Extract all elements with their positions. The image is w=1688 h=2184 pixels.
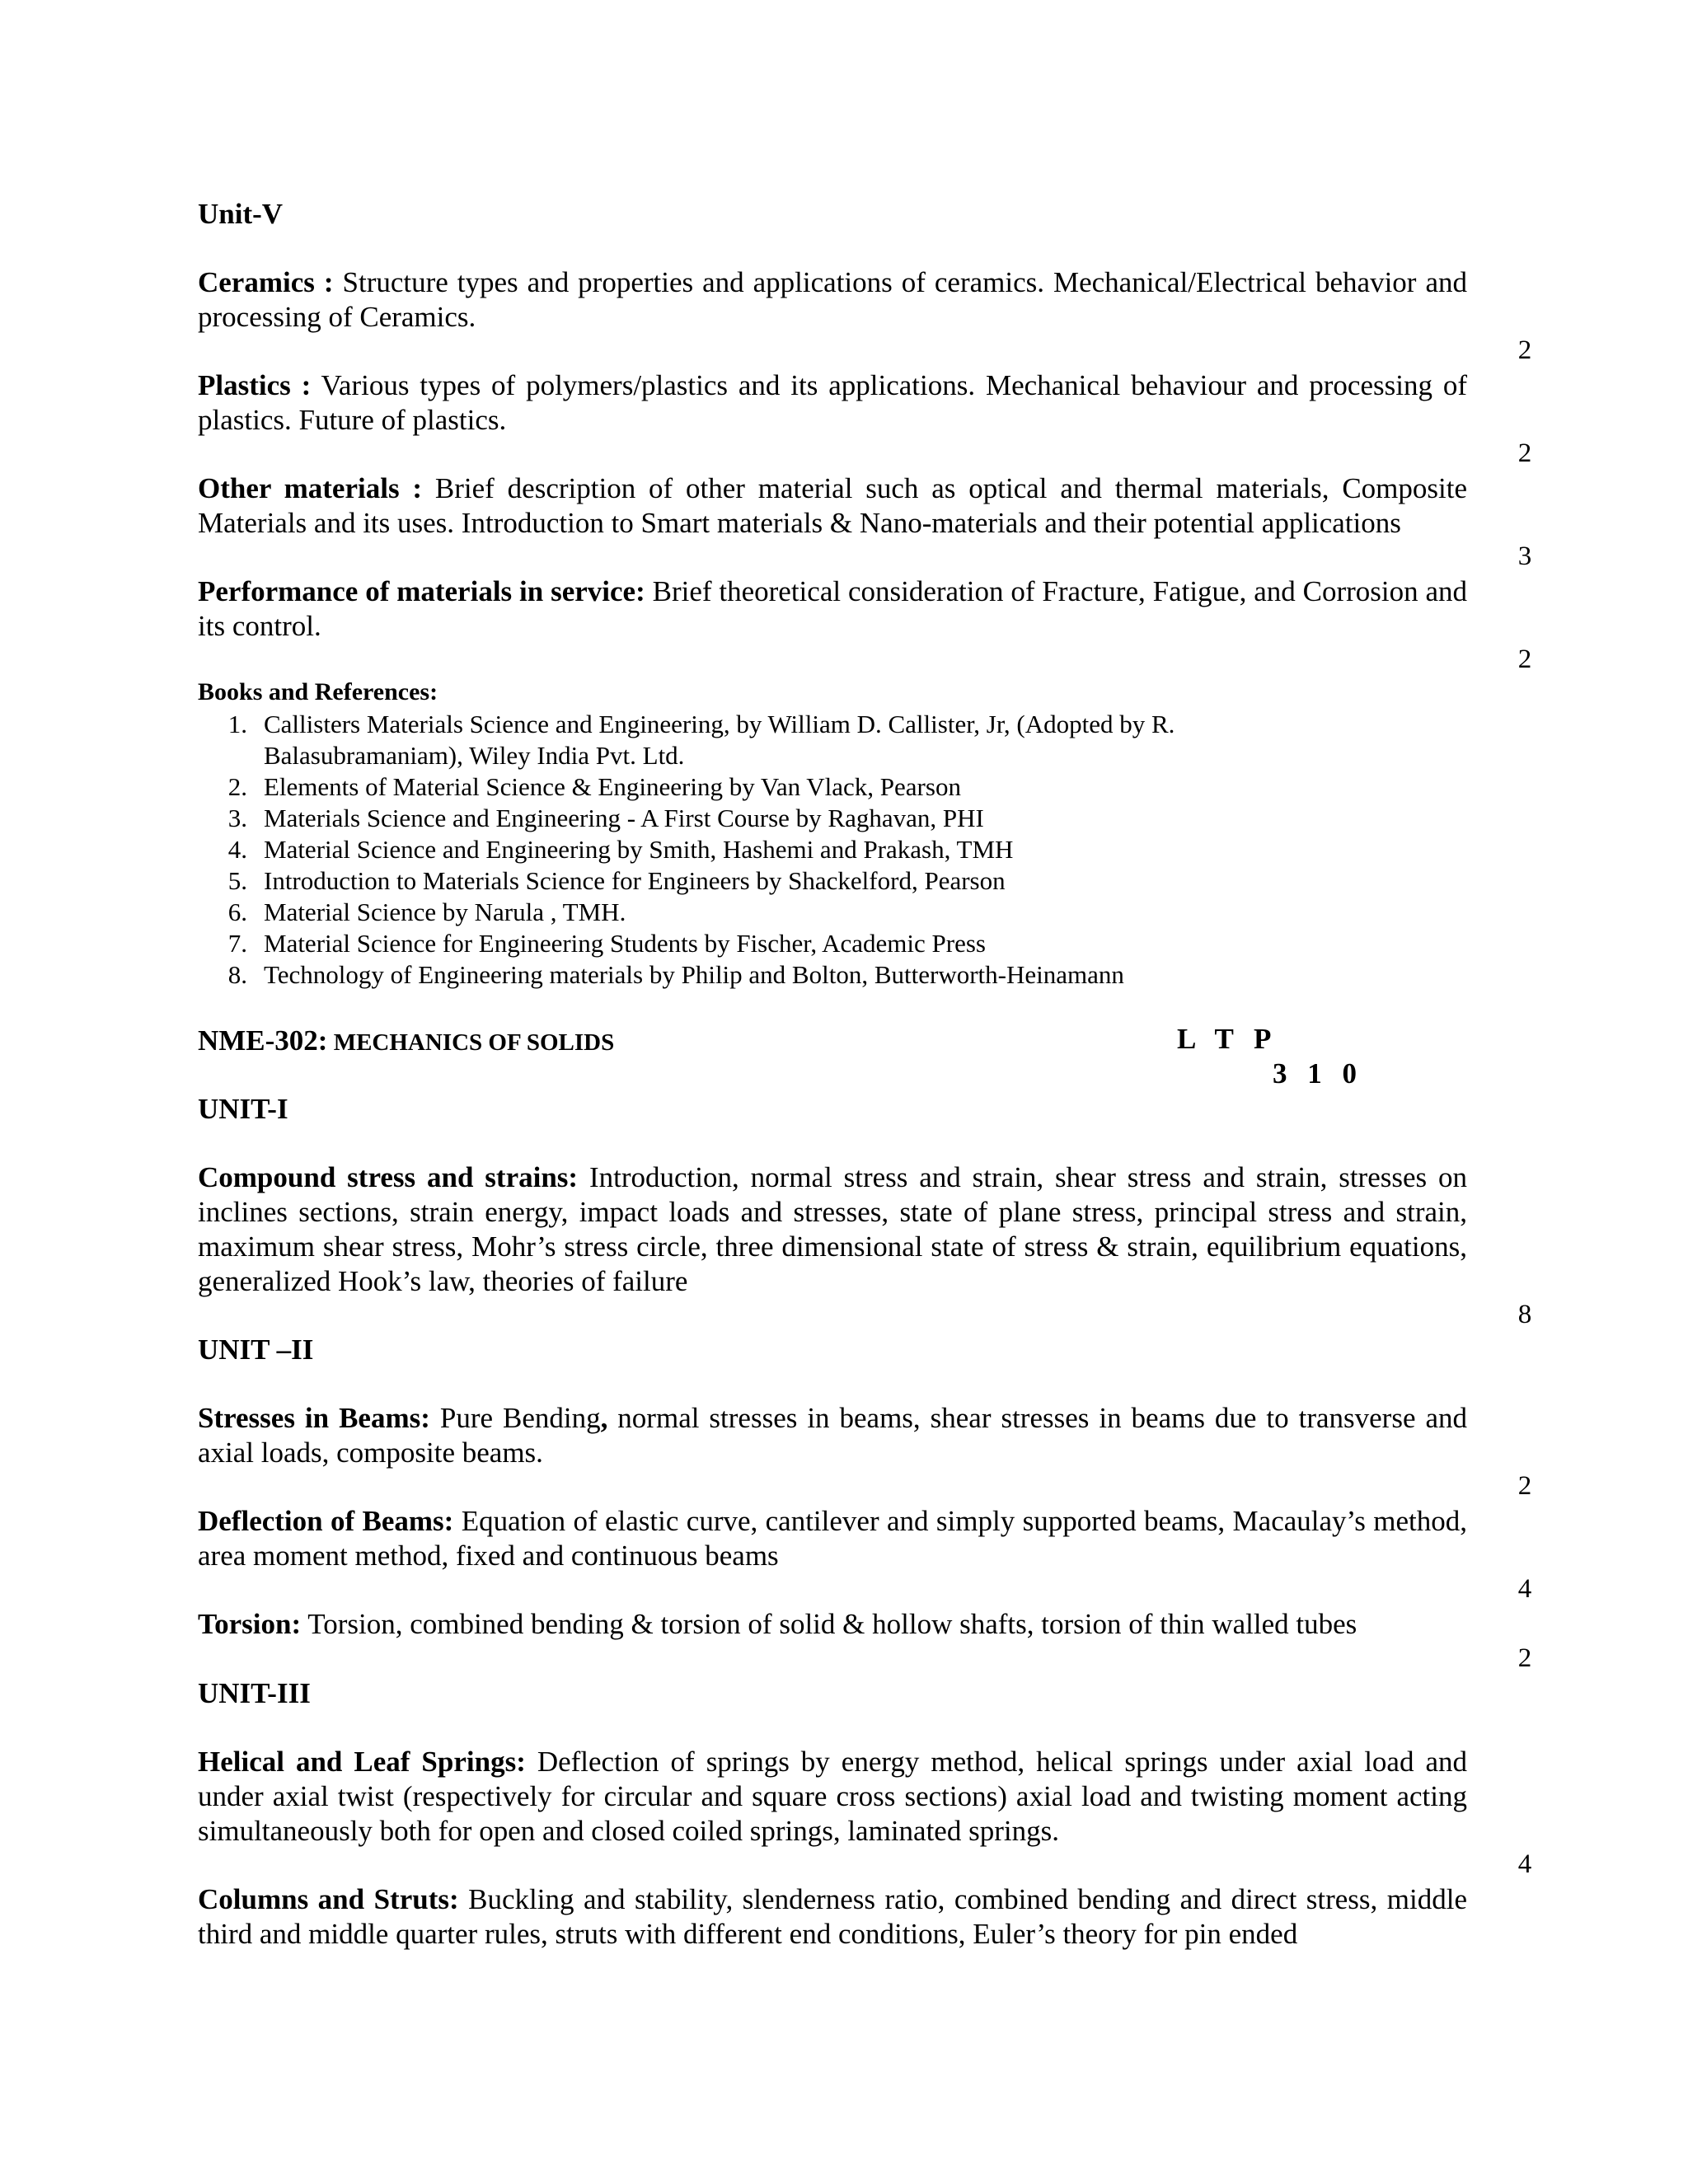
plastics-paragraph (198, 368, 1467, 438)
book-number: 6. (227, 898, 247, 926)
plastics-text: Various types of polymers/plastics and its applications. Mechanical behaviour and processing of plastics. Future of plastics. (198, 369, 1467, 436)
book-text: Material Science and Engineering by Smith, Hashemi and Prakash, TMH (264, 835, 1014, 864)
course-header (198, 1024, 614, 1060)
deflection-text: Equation of elastic curve, cantilever and simply supported beams, Macaulay’s method, area moment method, fixed and continuous beams (198, 1505, 1467, 1572)
stresses-in-beams-text1: Pure Bending (429, 1402, 601, 1434)
ceramics-text: Structure types and properties and applications of ceramics. Mechanical/Electrical behavior and processing of Ceramics. (198, 266, 1467, 333)
book-text (264, 709, 1269, 771)
columns-title: Columns and Struts: (198, 1883, 459, 1915)
book-text: Material Science for Engineering Students by Fischer, Academic Press (264, 929, 986, 958)
performance-text: Brief theoretical consideration of Fracture, Fatigue, and Corrosion and its control. (198, 575, 1468, 642)
other-materials-text: Brief description of other material such as optical and thermal materials, Composite Materials and its uses. Introduction to Smart materials & Nano-materials and their potential applications (198, 472, 1468, 539)
ltp-values: 3 1 0 (1273, 1057, 1363, 1090)
book-number: 8. (227, 960, 247, 989)
unit-ii-heading: UNIT –II (198, 1333, 314, 1366)
book-text: Technology of Engineering materials by Philip and Bolton, Butterworth-Heinamann (264, 960, 1124, 989)
stresses-in-beams-comma: , (600, 1402, 608, 1434)
other-materials-hours: 3 (1517, 541, 1532, 571)
performance-paragraph (198, 574, 1467, 644)
book-number: 7. (227, 929, 247, 958)
book-item-7 (198, 928, 1352, 961)
deflection-hours: 4 (1517, 1574, 1532, 1604)
book-text: Materials Science and Engineering - A First Course by Raghavan, PHI (264, 804, 984, 832)
book-item-1 (198, 709, 1352, 775)
book-text: Introduction to Materials Science for Engineers by Shackelford, Pearson (264, 866, 1006, 895)
compound-stress-hours: 8 (1517, 1300, 1532, 1329)
torsion-paragraph (198, 1607, 1467, 1642)
book-number: 3. (227, 804, 247, 832)
book-item-8 (198, 959, 1352, 992)
compound-stress-paragraph (198, 1160, 1467, 1299)
course-code: NME-302: (198, 1024, 328, 1057)
book-text-line2: Balasubramaniam), Wiley India Pvt. Ltd. (264, 741, 685, 770)
book-item-5 (198, 865, 1352, 898)
plastics-title: Plastics : (198, 369, 312, 401)
book-text: Material Science by Narula , TMH. (264, 898, 626, 926)
stresses-in-beams-hours: 2 (1517, 1471, 1532, 1501)
stresses-in-beams-paragraph (198, 1401, 1467, 1470)
springs-text: Deflection of springs by energy method, helical springs under axial load and under axial twist (respectively for circular and square cross sections) axial load and twisting moment acting simultaneously both for open and closed coiled springs, laminated springs. (198, 1746, 1467, 1847)
plastics-hours: 2 (1517, 438, 1532, 468)
torsion-text: Torsion, combined bending & torsion of solid & hollow shafts, torsion of thin walled tubes (301, 1608, 1357, 1640)
ceramics-paragraph (198, 265, 1467, 335)
compound-stress-text: Introduction, normal stress and strain, shear stress and strain, stresses on inclines sections, strain energy, impact loads and stresses, state of plane stress, principal stress and strain, maximum shear stress, Mohr’s stress circle, three dimensional state of stress & strain, equilibrium equations, generalized Hook’s law, theories of failure (198, 1161, 1467, 1297)
stresses-in-beams-title: Stresses in Beams: (198, 1402, 430, 1434)
books-title: Books and References: (198, 678, 438, 705)
book-item-2 (198, 771, 1352, 804)
other-materials-title: Other materials : (198, 472, 423, 504)
springs-paragraph (198, 1745, 1467, 1849)
book-number: 5. (227, 866, 247, 895)
book-number: 1. (227, 710, 247, 738)
unit-iii-heading: UNIT-III (198, 1677, 311, 1709)
stresses-in-beams-text2: normal stresses in beams, shear stresses in beams due to transverse and axial loads, composite beams. (198, 1402, 1467, 1469)
book-number: 4. (227, 835, 247, 864)
deflection-paragraph (198, 1504, 1467, 1573)
columns-paragraph (198, 1882, 1467, 1952)
torsion-hours: 2 (1517, 1643, 1532, 1673)
book-text: Elements of Material Science & Engineering by Van Vlack, Pearson (264, 772, 961, 801)
springs-hours: 4 (1517, 1849, 1532, 1879)
unit-i-heading: UNIT-I (198, 1093, 288, 1125)
book-text-line1: Callisters Materials Science and Engineering, by William D. Callister, Jr, (Adopted by R. (264, 710, 1175, 738)
compound-stress-title: Compound stress and strains: (198, 1161, 579, 1193)
book-item-4 (198, 834, 1352, 867)
deflection-title: Deflection of Beams: (198, 1505, 454, 1537)
course-title: MECHANICS OF SOLIDS (327, 1029, 615, 1056)
ceramics-title: Ceramics : (198, 266, 334, 298)
book-item-3 (198, 803, 1352, 836)
performance-title: Performance of materials in service: (198, 575, 645, 607)
performance-hours: 2 (1517, 644, 1532, 674)
torsion-title: Torsion: (198, 1608, 302, 1640)
book-number: 2. (227, 772, 247, 801)
ltp-label: L T P (1177, 1023, 1278, 1055)
other-materials-paragraph (198, 471, 1467, 541)
springs-title: Helical and Leaf Springs: (198, 1746, 526, 1778)
ceramics-hours: 2 (1517, 335, 1532, 365)
columns-text: Buckling and stability, slenderness ratio, combined bending and direct stress, middle third and middle quarter rules, struts with different end conditions, Euler’s theory for pin ended (198, 1883, 1467, 1950)
unit-v-heading: Unit-V (198, 198, 284, 230)
book-item-6 (198, 897, 1352, 930)
